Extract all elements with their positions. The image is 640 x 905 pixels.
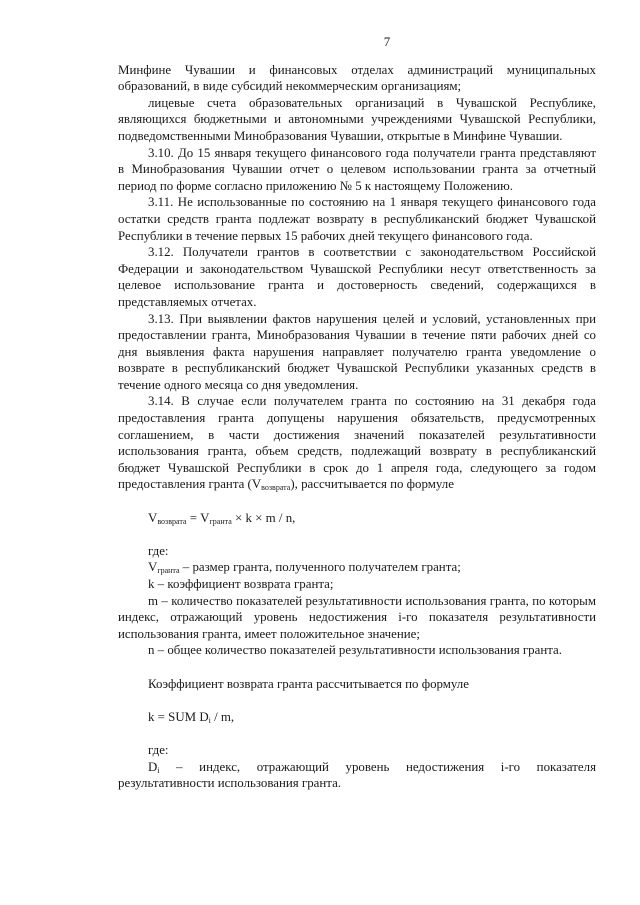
definition-m: m – количество показателей результативности использования гранта, по которым индекс, отражающий уровень недостижения i-го показателя результативности использования гранта, имеет положительное значение; [118,593,596,641]
paragraph-accounts: лицевые счета образовательных организаций в Чувашской Республике, являющихся бюджетными и автономными учреждениями Чувашской Республики, подведомственными Минобразования Чувашии, открытые в Минфине Чувашии. [118,95,596,143]
paragraph-3-13: 3.13. При выявлении фактов нарушения целей и условий, установленных при предоставлении гранта, Минобразования Чувашии в течение пяти рабочих дней со дня выявления факта нарушения направляет получателю гранта уведомление о возврате в республиканский бюджет Чувашской Республики указанных средств в течение одного месяца со дня уведомления. [118,311,596,392]
paragraph-intro: Минфине Чувашии и финансовых отделах администраций муниципальных образований, в виде субсидий некоммерческим организациям; [118,62,596,94]
formula-coefficient: k = SUM $D_i$ / m, [148,709,235,725]
where-label-1: где: [148,543,169,558]
paragraph-3-12: 3.12. Получатели грантов в соответствии с законодательством Российской Федерации и законодательством Чувашской Республики несут ответственность за целевое использование гранта и достоверность сведений, содержащихся в представляемых отчетах. [118,245,596,309]
coefficient-intro: Коэффициент возврата гранта рассчитывается по формуле [148,676,469,691]
paragraph-3-10: 3.10. До 15 января текущего финансового года получатели гранта представляют в Минобразования Чувашии отчет о целевом использовании гранта за отчетный период по форме согласно приложению № 5 к настоящему Положению. [118,145,596,193]
definition-n: n – общее количество показателей результативности использования гранта. [148,643,562,658]
definition-d: $D_i$ – индекс, отражающий уровень недостижения i-го показателя результативности использования гранта. [118,759,596,791]
paragraph-3-11: 3.11. Не использованные по состоянию на 1 января текущего финансового года остатки средств гранта подлежат возврату в республиканский бюджет Чувашской Республики в течение первых 15 рабочих дней текущего финансового года. [118,195,596,243]
formula-return-amount: $V_{возврата} = V_{гранта} \times k \times m / n$, [148,510,296,526]
where-label-2: где: [148,742,169,757]
paragraph-3-14: 3.14. В случае если получателем гранта по состоянию на 31 декабря года предоставления гранта допущены нарушения обязательств, предусмотренных соглашением, в части достижения значений показателей результативности использования гранта, объем средств, подлежащий возврату в республиканский бюджет Чувашской Республики в срок до 1 апреля года, следующего за годом предоставления гранта $(V_{возврата})$, рассчитывается по формуле [118,394,596,493]
page-number: 7 [383,35,391,49]
definition-v-grant: $V_{гранта}$ – размер гранта, полученного получателем гранта; [148,560,461,576]
definition-k: k – коэффициент возврата гранта; [148,577,334,591]
